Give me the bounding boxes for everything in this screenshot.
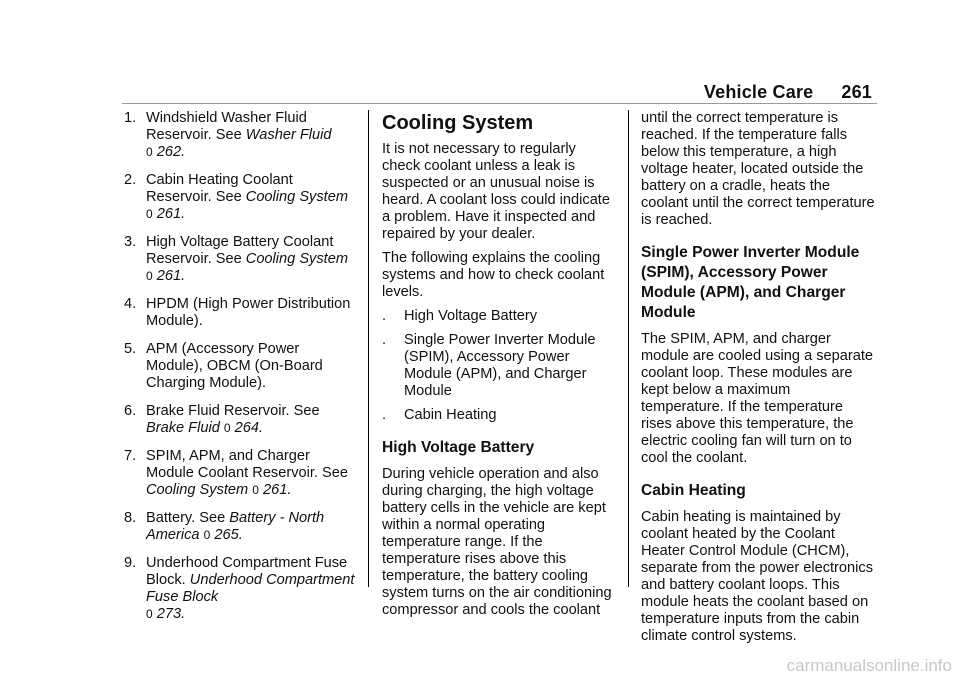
page-ref[interactable]: 273. [156, 606, 186, 622]
bullet-item: . Cabin Heating [382, 407, 497, 423]
cross-reference-link[interactable]: Brake Fluid [146, 420, 220, 436]
column-divider-1 [368, 110, 369, 587]
list-item: 7. SPIM, APM, and Charger Module Coolant Reservoir. See Cooling System 0 261. [124, 448, 348, 498]
middle-column [382, 110, 614, 626]
page-ref[interactable]: 265. [214, 527, 243, 543]
cross-reference-link[interactable]: Cooling System [245, 189, 348, 205]
page-ref[interactable]: 261. [156, 268, 186, 284]
cross-reference-link[interactable]: Cooling System [245, 251, 348, 267]
page-ref-icon: 0 [223, 421, 231, 435]
list-item: 1. Windshield Washer Fluid Reservoir. See Washer Fluid 0 262. [124, 110, 332, 160]
page-header [704, 82, 872, 103]
paragraph: During vehicle operation and also during charging, the high voltage battery cells in the vehicle are kept within a normal operating temperature range. If the temperature rises above this temperature, the battery cooling system turns on the air conditioning compressor and cools the coolant [382, 466, 612, 618]
page-ref-icon: 0 [252, 483, 259, 497]
page-ref[interactable]: 261. [156, 206, 186, 222]
header-rule [122, 103, 877, 104]
page-ref-icon: 0 [146, 269, 153, 283]
list-item: 5. APM (Accessory Power Module), OBCM (On-Board Charging Module). [124, 341, 323, 391]
bullet-marker: . [382, 407, 387, 423]
subsection-heading: Cabin Heating [641, 482, 746, 499]
left-column [124, 110, 360, 634]
paragraph: until the correct temperature is reached. If the temperature falls below this temperature, a high voltage heater, located outside the battery on a cradle, heats the coolant until the correct temperature is reached. [641, 110, 875, 228]
page-ref-icon: 0 [146, 207, 153, 221]
paragraph: It is not necessary to regularly check coolant unless a leak is suspected or an unusual noise is heard. A coolant loss could indicate a problem. Have it inspected and repaired by your dealer. [382, 141, 610, 242]
bullet-marker: . [382, 332, 387, 348]
cross-reference-link[interactable]: Washer Fluid [245, 127, 332, 143]
cross-reference-link[interactable]: Cooling System [146, 482, 249, 498]
list-item: 8. Battery. See Battery - North America 0 265. [124, 510, 325, 543]
page-ref-icon: 0 [203, 528, 211, 542]
cross-reference-link[interactable]: Underhood Compartment Fuse Block [146, 572, 355, 605]
paragraph: Cabin heating is maintained by coolant heated by the Coolant Heater Control Module (CHCM), separate from the power electronics and battery coolant loops. This module heats the coolant based on temperature inputs from the cabin climate control systems. [641, 509, 873, 644]
list-item: 6. Brake Fluid Reservoir. See Brake Fluid 0 264. [124, 403, 320, 436]
page-ref[interactable]: 261. [263, 482, 292, 498]
paragraph: The SPIM, APM, and charger module are cooled using a separate coolant loop. These modules are kept below a maximum temperature. If the temperature rises above this temperature, the electric cooling fan will turn on to cool the coolant. [641, 331, 874, 466]
page-number: 261 [841, 82, 872, 102]
cross-reference-link[interactable]: Battery - North America [146, 510, 325, 543]
subsection-heading: Single Power Inverter Module (SPIM), Accessory Power Module (APM), and Charger Module [641, 244, 860, 321]
paragraph: The following explains the cooling systems and how to check coolant levels. [382, 250, 605, 300]
bullet-item: . Single Power Inverter Module (SPIM), Accessory Power Module (APM), and Charger Module [382, 332, 596, 399]
page-ref[interactable]: 262. [156, 144, 186, 160]
subsection-heading: High Voltage Battery [382, 439, 535, 456]
list-item: 9. Underhood Compartment Fuse Block. Underhood Compartment Fuse Block 0 273. [124, 555, 355, 622]
right-column [641, 110, 877, 652]
list-item: 3. High Voltage Battery Coolant Reservoir. See Cooling System 0 261. [124, 234, 348, 284]
list-item: 4. HPDM (High Power Distribution Module). [124, 296, 351, 329]
page-ref-icon: 0 [146, 145, 153, 159]
page-ref[interactable]: 264. [234, 420, 264, 436]
watermark: carmanualsonline.info [786, 656, 952, 675]
page-ref-icon: 0 [146, 607, 153, 621]
bullet-marker: . [382, 308, 387, 324]
list-item: 2. Cabin Heating Coolant Reservoir. See Cooling System 0 261. [124, 172, 348, 222]
section-title: Vehicle Care [703, 82, 814, 102]
column-divider-2 [628, 110, 629, 587]
section-heading: Cooling System [382, 112, 534, 134]
bullet-item: . High Voltage Battery [382, 308, 538, 324]
